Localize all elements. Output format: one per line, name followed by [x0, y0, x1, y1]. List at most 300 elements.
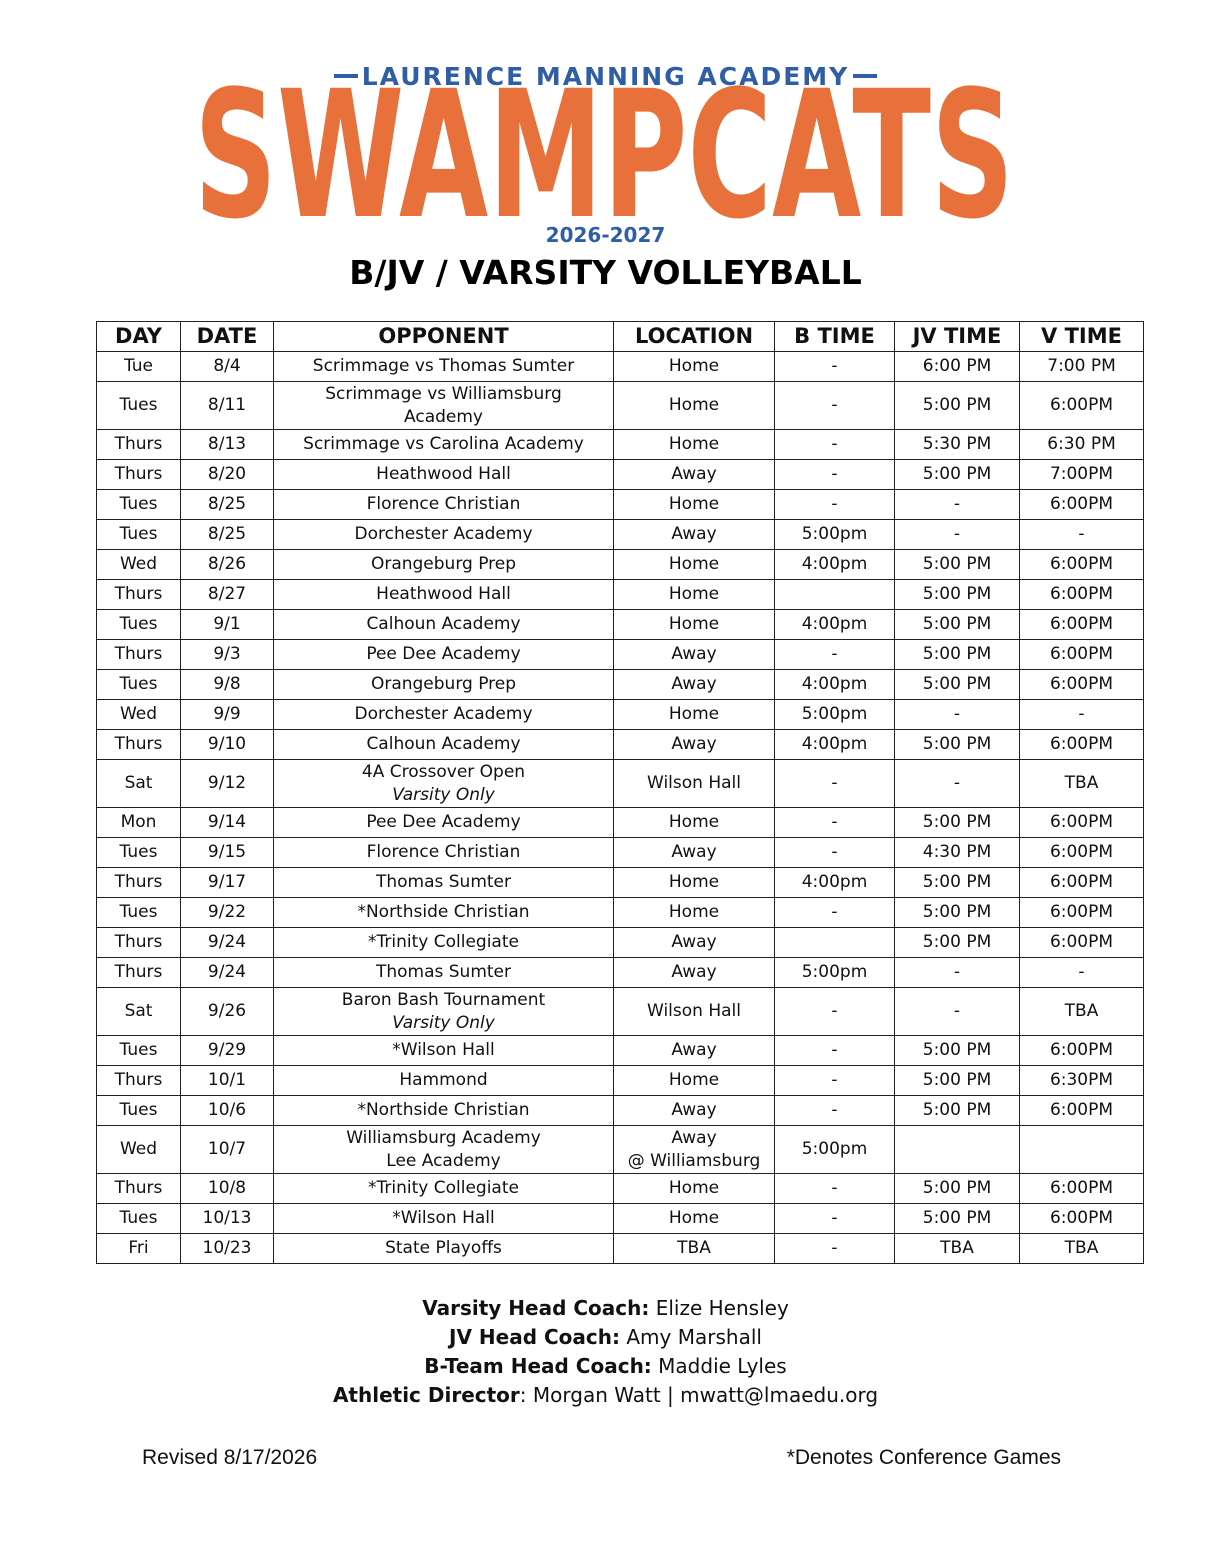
cell-v-time: [1020, 838, 1144, 868]
cell-b-time: [775, 1096, 895, 1126]
cell-v-time-text: 6:00PM: [1049, 554, 1114, 574]
cell-b-time-text: 5:00pm: [801, 524, 868, 544]
cell-opponent: [274, 868, 614, 898]
cell-opponent-text: Williamsburg Academy: [346, 1127, 541, 1148]
cell-v-time-text: 6:00PM: [1049, 842, 1114, 862]
cell-opponent-text: Heathwood Hall: [376, 464, 511, 484]
table-header-row: [97, 322, 1144, 352]
cell-date: [181, 430, 274, 460]
cell-opponent-text: Dorchester Academy: [354, 704, 533, 724]
cell-day-text: Thurs: [114, 1070, 163, 1090]
cell-opponent-text: 4A Crossover Open: [361, 761, 526, 782]
table-row: [97, 760, 1144, 808]
cell-day: [97, 988, 181, 1036]
cell-b-time: [775, 460, 895, 490]
table-row: [97, 700, 1144, 730]
cell-location-text: Home: [668, 704, 720, 724]
cell-location-text: Home: [668, 1178, 720, 1198]
cell-day: [97, 1234, 181, 1264]
cell-v-time: [1020, 520, 1144, 550]
cell-day-text: Thurs: [114, 584, 163, 604]
cell-jv-time: [895, 1204, 1020, 1234]
cell-date-text: 8/25: [207, 494, 247, 514]
cell-day: [97, 520, 181, 550]
cell-location: [614, 490, 775, 520]
table-row: [97, 550, 1144, 580]
cell-b-time: [775, 670, 895, 700]
cell-b-time: [775, 898, 895, 928]
cell-date-text: 10/13: [202, 1208, 252, 1228]
cell-v-time: [1020, 988, 1144, 1036]
cell-v-time-text: 6:00PM: [1049, 644, 1114, 664]
cell-date: [181, 898, 274, 928]
cell-day: [97, 670, 181, 700]
cell-date-text: 9/26: [207, 1001, 247, 1021]
cell-day: [97, 928, 181, 958]
table-row: [97, 1096, 1144, 1126]
cell-v-time: [1020, 430, 1144, 460]
cell-date: [181, 352, 274, 382]
cell-b-time: [775, 1174, 895, 1204]
cell-b-time-text: -: [831, 434, 838, 454]
cell-date: [181, 760, 274, 808]
cell-jv-time-text: 5:00 PM: [922, 554, 992, 574]
cell-location-text: Away: [671, 932, 717, 952]
cell-day: [97, 1126, 181, 1174]
cell-b-time: [775, 580, 895, 610]
cell-opponent-text: Orangeburg Prep: [370, 554, 517, 574]
schedule-table: [96, 321, 1144, 1264]
jv-coach-label: JV Head Coach:: [449, 1325, 621, 1349]
cell-day-text: Tues: [119, 1100, 158, 1120]
cell-v-time-text: 6:00PM: [1049, 584, 1114, 604]
table-row: [97, 898, 1144, 928]
cell-date-text: 9/24: [207, 932, 247, 952]
cell-location: [614, 640, 775, 670]
cell-opponent: [274, 1036, 614, 1066]
cell-jv-time: [895, 550, 1020, 580]
cell-v-time-text: 6:00PM: [1049, 1040, 1114, 1060]
cell-v-time-text: 7:00PM: [1049, 464, 1114, 484]
cell-day-text: Thurs: [114, 644, 163, 664]
cell-location-text: Home: [668, 812, 720, 832]
varsity-coach-label: Varsity Head Coach:: [422, 1296, 650, 1320]
cell-opponent: [274, 550, 614, 580]
table-row: [97, 490, 1144, 520]
cell-date: [181, 550, 274, 580]
cell-date: [181, 640, 274, 670]
cell-b-time-text: -: [831, 773, 838, 793]
table-row: [97, 1174, 1144, 1204]
cell-b-time-text: -: [831, 1001, 838, 1021]
cell-day-text: Tues: [119, 842, 158, 862]
cell-jv-time-text: 5:00 PM: [922, 464, 992, 484]
cell-b-time-text: -: [831, 902, 838, 922]
cell-location-text: Away: [671, 524, 717, 544]
cell-location-text: Home: [668, 356, 720, 376]
cell-jv-time: [895, 490, 1020, 520]
cell-jv-time-text: -: [953, 773, 961, 793]
cell-day: [97, 868, 181, 898]
swampcats-logo: [192, 64, 1016, 224]
cell-opponent-text: Thomas Sumter: [375, 962, 512, 982]
cell-date-text: 8/13: [207, 434, 247, 454]
table-row: [97, 730, 1144, 760]
cell-opponent-text: Scrimmage vs Carolina Academy: [303, 434, 584, 454]
cell-b-time-text: 4:00pm: [801, 872, 868, 892]
cell-v-time: [1020, 1036, 1144, 1066]
cell-jv-time-text: 5:00 PM: [922, 614, 992, 634]
cell-v-time-text: 6:00PM: [1049, 932, 1114, 952]
cell-opponent: [274, 760, 614, 808]
cell-b-time-text: -: [831, 494, 838, 514]
cell-b-time: [775, 550, 895, 580]
cell-opponent-text: *Trinity Collegiate: [368, 932, 519, 952]
cell-b-time: [775, 352, 895, 382]
cell-v-time: [1020, 580, 1144, 610]
cell-day-text: Fri: [128, 1238, 149, 1258]
cell-jv-time: [895, 1036, 1020, 1066]
cell-v-time-text: 7:00 PM: [1047, 356, 1116, 376]
cell-location: [614, 382, 775, 430]
table-row: [97, 838, 1144, 868]
cell-location-text: Home: [668, 1070, 720, 1090]
cell-opponent: [274, 460, 614, 490]
cell-jv-time: [895, 1174, 1020, 1204]
cell-opponent-text: Florence Christian: [366, 842, 521, 862]
cell-b-time-text: -: [831, 1070, 838, 1090]
cell-location-text: Away: [671, 1127, 717, 1148]
cell-day: [97, 460, 181, 490]
cell-jv-time: [895, 640, 1020, 670]
cell-date-text: 9/12: [207, 773, 247, 793]
table-row: [97, 520, 1144, 550]
cell-b-time: [775, 490, 895, 520]
cell-opponent-text: *Wilson Hall: [392, 1208, 495, 1228]
cell-jv-time: [895, 1126, 1020, 1174]
table-row: [97, 382, 1144, 430]
table-row: [97, 430, 1144, 460]
cell-b-time: [775, 1234, 895, 1264]
athletic-director: Athletic Director: Morgan Watt | mwatt@lmaedu.org: [332, 1383, 879, 1407]
cell-opponent-text: *Northside Christian: [357, 902, 530, 922]
cell-location-text: Home: [668, 614, 720, 634]
cell-opponent: [274, 430, 614, 460]
academy-name-text: LAURENCE MANNING ACADEMY: [361, 62, 850, 91]
cell-opponent-second-line: Academy: [404, 406, 483, 427]
cell-jv-time-text: -: [953, 524, 961, 544]
cell-opponent: [274, 1066, 614, 1096]
cell-location: [614, 928, 775, 958]
cell-opponent: [274, 1174, 614, 1204]
cell-opponent-text: Pee Dee Academy: [366, 812, 521, 832]
cell-day-text: Tues: [119, 524, 158, 544]
cell-location: [614, 868, 775, 898]
cell-location: [614, 760, 775, 808]
cell-day-text: Wed: [119, 554, 158, 574]
cell-date-text: 8/26: [207, 554, 247, 574]
cell-b-time: [775, 430, 895, 460]
cell-date-text: 9/10: [207, 734, 247, 754]
cell-location: [614, 838, 775, 868]
cell-date-text: 9/3: [213, 644, 241, 664]
cell-day: [97, 1036, 181, 1066]
cell-v-time-text: 6:00PM: [1049, 812, 1114, 832]
cell-day-text: Mon: [120, 812, 157, 832]
coaches-block: [0, 1294, 1211, 1410]
table-row: [97, 460, 1144, 490]
cell-jv-time: [895, 760, 1020, 808]
cell-location-text: Away: [671, 674, 717, 694]
cell-location-text: Away: [671, 1040, 717, 1060]
cell-location-text: Wilson Hall: [647, 1001, 741, 1021]
cell-location: [614, 1096, 775, 1126]
cell-location: [614, 430, 775, 460]
cell-date-text: 9/29: [207, 1040, 247, 1060]
cell-b-time-text: 5:00pm: [801, 1139, 868, 1159]
cell-b-time-text: 4:00pm: [801, 554, 868, 574]
cell-day: [97, 490, 181, 520]
cell-v-time: [1020, 760, 1144, 808]
cell-date-text: 9/8: [213, 674, 241, 694]
cell-b-time-text: -: [831, 1100, 838, 1120]
cell-date: [181, 1036, 274, 1066]
cell-day-text: Thurs: [114, 932, 163, 952]
cell-day-text: Tues: [119, 902, 158, 922]
cell-location-text: Away: [671, 464, 717, 484]
cell-date-text: 8/27: [207, 584, 247, 604]
cell-date: [181, 490, 274, 520]
cell-jv-time: [895, 838, 1020, 868]
cell-location: [614, 700, 775, 730]
cell-jv-time-text: 5:00 PM: [922, 1040, 992, 1060]
table-row: [97, 670, 1144, 700]
cell-opponent: [274, 958, 614, 988]
cell-opponent-text: Thomas Sumter: [375, 872, 512, 892]
cell-day: [97, 640, 181, 670]
cell-b-time: [775, 808, 895, 838]
cell-v-time: [1020, 868, 1144, 898]
table-row: [97, 1234, 1144, 1264]
table-row: [97, 1066, 1144, 1096]
cell-jv-time: [895, 1066, 1020, 1096]
cell-opponent-text: Calhoun Academy: [366, 734, 521, 754]
cell-date-text: 8/11: [207, 395, 247, 415]
cell-location-second-line: @ Williamsburg: [627, 1150, 761, 1171]
cell-jv-time-text: 5:00 PM: [922, 734, 992, 754]
cell-date-text: 9/24: [207, 962, 247, 982]
cell-v-time-text: 6:00PM: [1049, 872, 1114, 892]
cell-date-text: 10/8: [207, 1178, 247, 1198]
cell-v-time-text: 6:00PM: [1049, 395, 1114, 415]
page-title: B/JV / VARSITY VOLLEYBALL: [349, 253, 862, 292]
header-opponent: OPPONENT: [274, 322, 614, 352]
cell-location: [614, 460, 775, 490]
cell-b-time-text: -: [831, 1208, 838, 1228]
cell-location: [614, 898, 775, 928]
cell-opponent: [274, 700, 614, 730]
cell-v-time: [1020, 1066, 1144, 1096]
cell-opponent-text: State Playoffs: [385, 1238, 502, 1258]
cell-b-time: [775, 1126, 895, 1174]
cell-v-time: [1020, 610, 1144, 640]
cell-jv-time-text: 5:30 PM: [922, 434, 992, 454]
cell-day-text: Thurs: [114, 464, 163, 484]
cell-opponent: [274, 580, 614, 610]
cell-day: [97, 760, 181, 808]
cell-date-text: 9/22: [207, 902, 247, 922]
cell-b-time: [775, 868, 895, 898]
cell-opponent: [274, 808, 614, 838]
cell-date: [181, 1126, 274, 1174]
cell-location: [614, 1204, 775, 1234]
cell-day: [97, 700, 181, 730]
table-row: [97, 1036, 1144, 1066]
cell-opponent: [274, 1204, 614, 1234]
cell-location: [614, 988, 775, 1036]
cell-location-text: Home: [668, 494, 720, 514]
cell-v-time: [1020, 1204, 1144, 1234]
cell-date: [181, 1234, 274, 1264]
cell-day-text: Tue: [123, 356, 154, 376]
cell-jv-time: [895, 670, 1020, 700]
cell-day: [97, 352, 181, 382]
cell-date: [181, 520, 274, 550]
cell-jv-time: [895, 460, 1020, 490]
cell-opponent-text: Baron Bash Tournament: [341, 989, 546, 1010]
cell-b-time-text: 5:00pm: [801, 962, 868, 982]
cell-b-time: [775, 640, 895, 670]
header-b-time: B TIME: [775, 322, 895, 352]
cell-opponent: [274, 898, 614, 928]
cell-day-text: Sat: [124, 773, 153, 793]
cell-v-time-text: 6:00PM: [1049, 1208, 1114, 1228]
cell-day-text: Thurs: [114, 962, 163, 982]
cell-location-text: TBA: [677, 1238, 711, 1258]
schedule-body: [97, 352, 1144, 1264]
cell-v-time-text: TBA: [1064, 1238, 1099, 1258]
cell-b-time-text: 5:00pm: [801, 704, 868, 724]
cell-v-time: [1020, 550, 1144, 580]
cell-day: [97, 1204, 181, 1234]
cell-day-text: Tues: [119, 1208, 158, 1228]
cell-jv-time: [895, 898, 1020, 928]
cell-opponent: [274, 730, 614, 760]
cell-date-text: 9/1: [213, 614, 241, 634]
cell-date: [181, 958, 274, 988]
cell-b-time: [775, 1066, 895, 1096]
cell-b-time: [775, 1036, 895, 1066]
cell-day: [97, 382, 181, 430]
cell-b-time-text: 4:00pm: [801, 674, 868, 694]
cell-v-time: [1020, 382, 1144, 430]
cell-b-time-text: -: [831, 356, 838, 376]
table-row: [97, 610, 1144, 640]
cell-opponent: [274, 1096, 614, 1126]
cell-jv-time-text: 5:00 PM: [922, 1208, 992, 1228]
cell-b-time: [775, 928, 895, 958]
cell-opponent: [274, 670, 614, 700]
cell-jv-time-text: 5:00 PM: [922, 674, 992, 694]
cell-jv-time-text: 5:00 PM: [922, 584, 992, 604]
header-location: LOCATION: [614, 322, 775, 352]
cell-date-text: 9/15: [207, 842, 247, 862]
header: [0, 0, 1211, 320]
cell-date: [181, 808, 274, 838]
cell-location: [614, 1036, 775, 1066]
cell-opponent: [274, 1234, 614, 1264]
b-team-coach-name: Maddie Lyles: [658, 1354, 787, 1378]
cell-jv-time-text: 5:00 PM: [922, 395, 992, 415]
cell-b-time: [775, 958, 895, 988]
cell-opponent: [274, 490, 614, 520]
table-row: [97, 1204, 1144, 1234]
cell-jv-time-text: 4:30 PM: [922, 842, 992, 862]
table-row: [97, 868, 1144, 898]
table-row: [97, 958, 1144, 988]
cell-v-time-text: -: [1078, 704, 1085, 724]
cell-v-time: [1020, 670, 1144, 700]
revised-date: Revised 8/17/2026: [142, 1446, 318, 1469]
cell-jv-time-text: 5:00 PM: [922, 644, 992, 664]
cell-opponent-text: Pee Dee Academy: [366, 644, 521, 664]
cell-date: [181, 838, 274, 868]
header-date: DATE: [181, 322, 274, 352]
cell-location: [614, 1234, 775, 1264]
cell-jv-time: [895, 868, 1020, 898]
cell-b-time-text: 4:00pm: [801, 734, 868, 754]
cell-v-time-text: 6:00PM: [1049, 1178, 1114, 1198]
cell-jv-time-text: 5:00 PM: [922, 812, 992, 832]
cell-b-time: [775, 520, 895, 550]
cell-date-text: 8/25: [207, 524, 247, 544]
jv-coach-name: Amy Marshall: [626, 1325, 762, 1349]
table-row: [97, 988, 1144, 1036]
cell-jv-time: [895, 1096, 1020, 1126]
cell-date-text: 9/9: [213, 704, 241, 724]
cell-opponent-text: *Trinity Collegiate: [368, 1178, 519, 1198]
cell-jv-time: [895, 700, 1020, 730]
cell-b-time: [775, 382, 895, 430]
cell-day-text: Thurs: [114, 1178, 163, 1198]
table-row: [97, 928, 1144, 958]
table-row: [97, 640, 1144, 670]
cell-date-text: 8/4: [213, 356, 241, 376]
cell-location-text: Away: [671, 962, 717, 982]
cell-v-time: [1020, 730, 1144, 760]
cell-day-text: Sat: [124, 1001, 153, 1021]
cell-location: [614, 610, 775, 640]
cell-opponent-text: Florence Christian: [366, 494, 521, 514]
cell-opponent: [274, 520, 614, 550]
cell-b-time-text: -: [831, 1178, 838, 1198]
cell-b-time-text: -: [831, 842, 838, 862]
varsity-coach-name: Elize Hensley: [655, 1296, 789, 1320]
cell-jv-time-text: 5:00 PM: [922, 902, 992, 922]
cell-jv-time-text: 5:00 PM: [922, 1070, 992, 1090]
cell-day: [97, 730, 181, 760]
cell-jv-time: [895, 430, 1020, 460]
cell-v-time-text: 6:00PM: [1049, 674, 1114, 694]
cell-date-text: 10/23: [202, 1238, 252, 1258]
cell-v-time: [1020, 808, 1144, 838]
cell-date: [181, 700, 274, 730]
cell-location-text: Home: [668, 872, 720, 892]
cell-v-time: [1020, 1234, 1144, 1264]
cell-v-time-text: 6:00PM: [1049, 734, 1114, 754]
cell-jv-time-text: -: [953, 1001, 961, 1021]
cell-jv-time: [895, 730, 1020, 760]
